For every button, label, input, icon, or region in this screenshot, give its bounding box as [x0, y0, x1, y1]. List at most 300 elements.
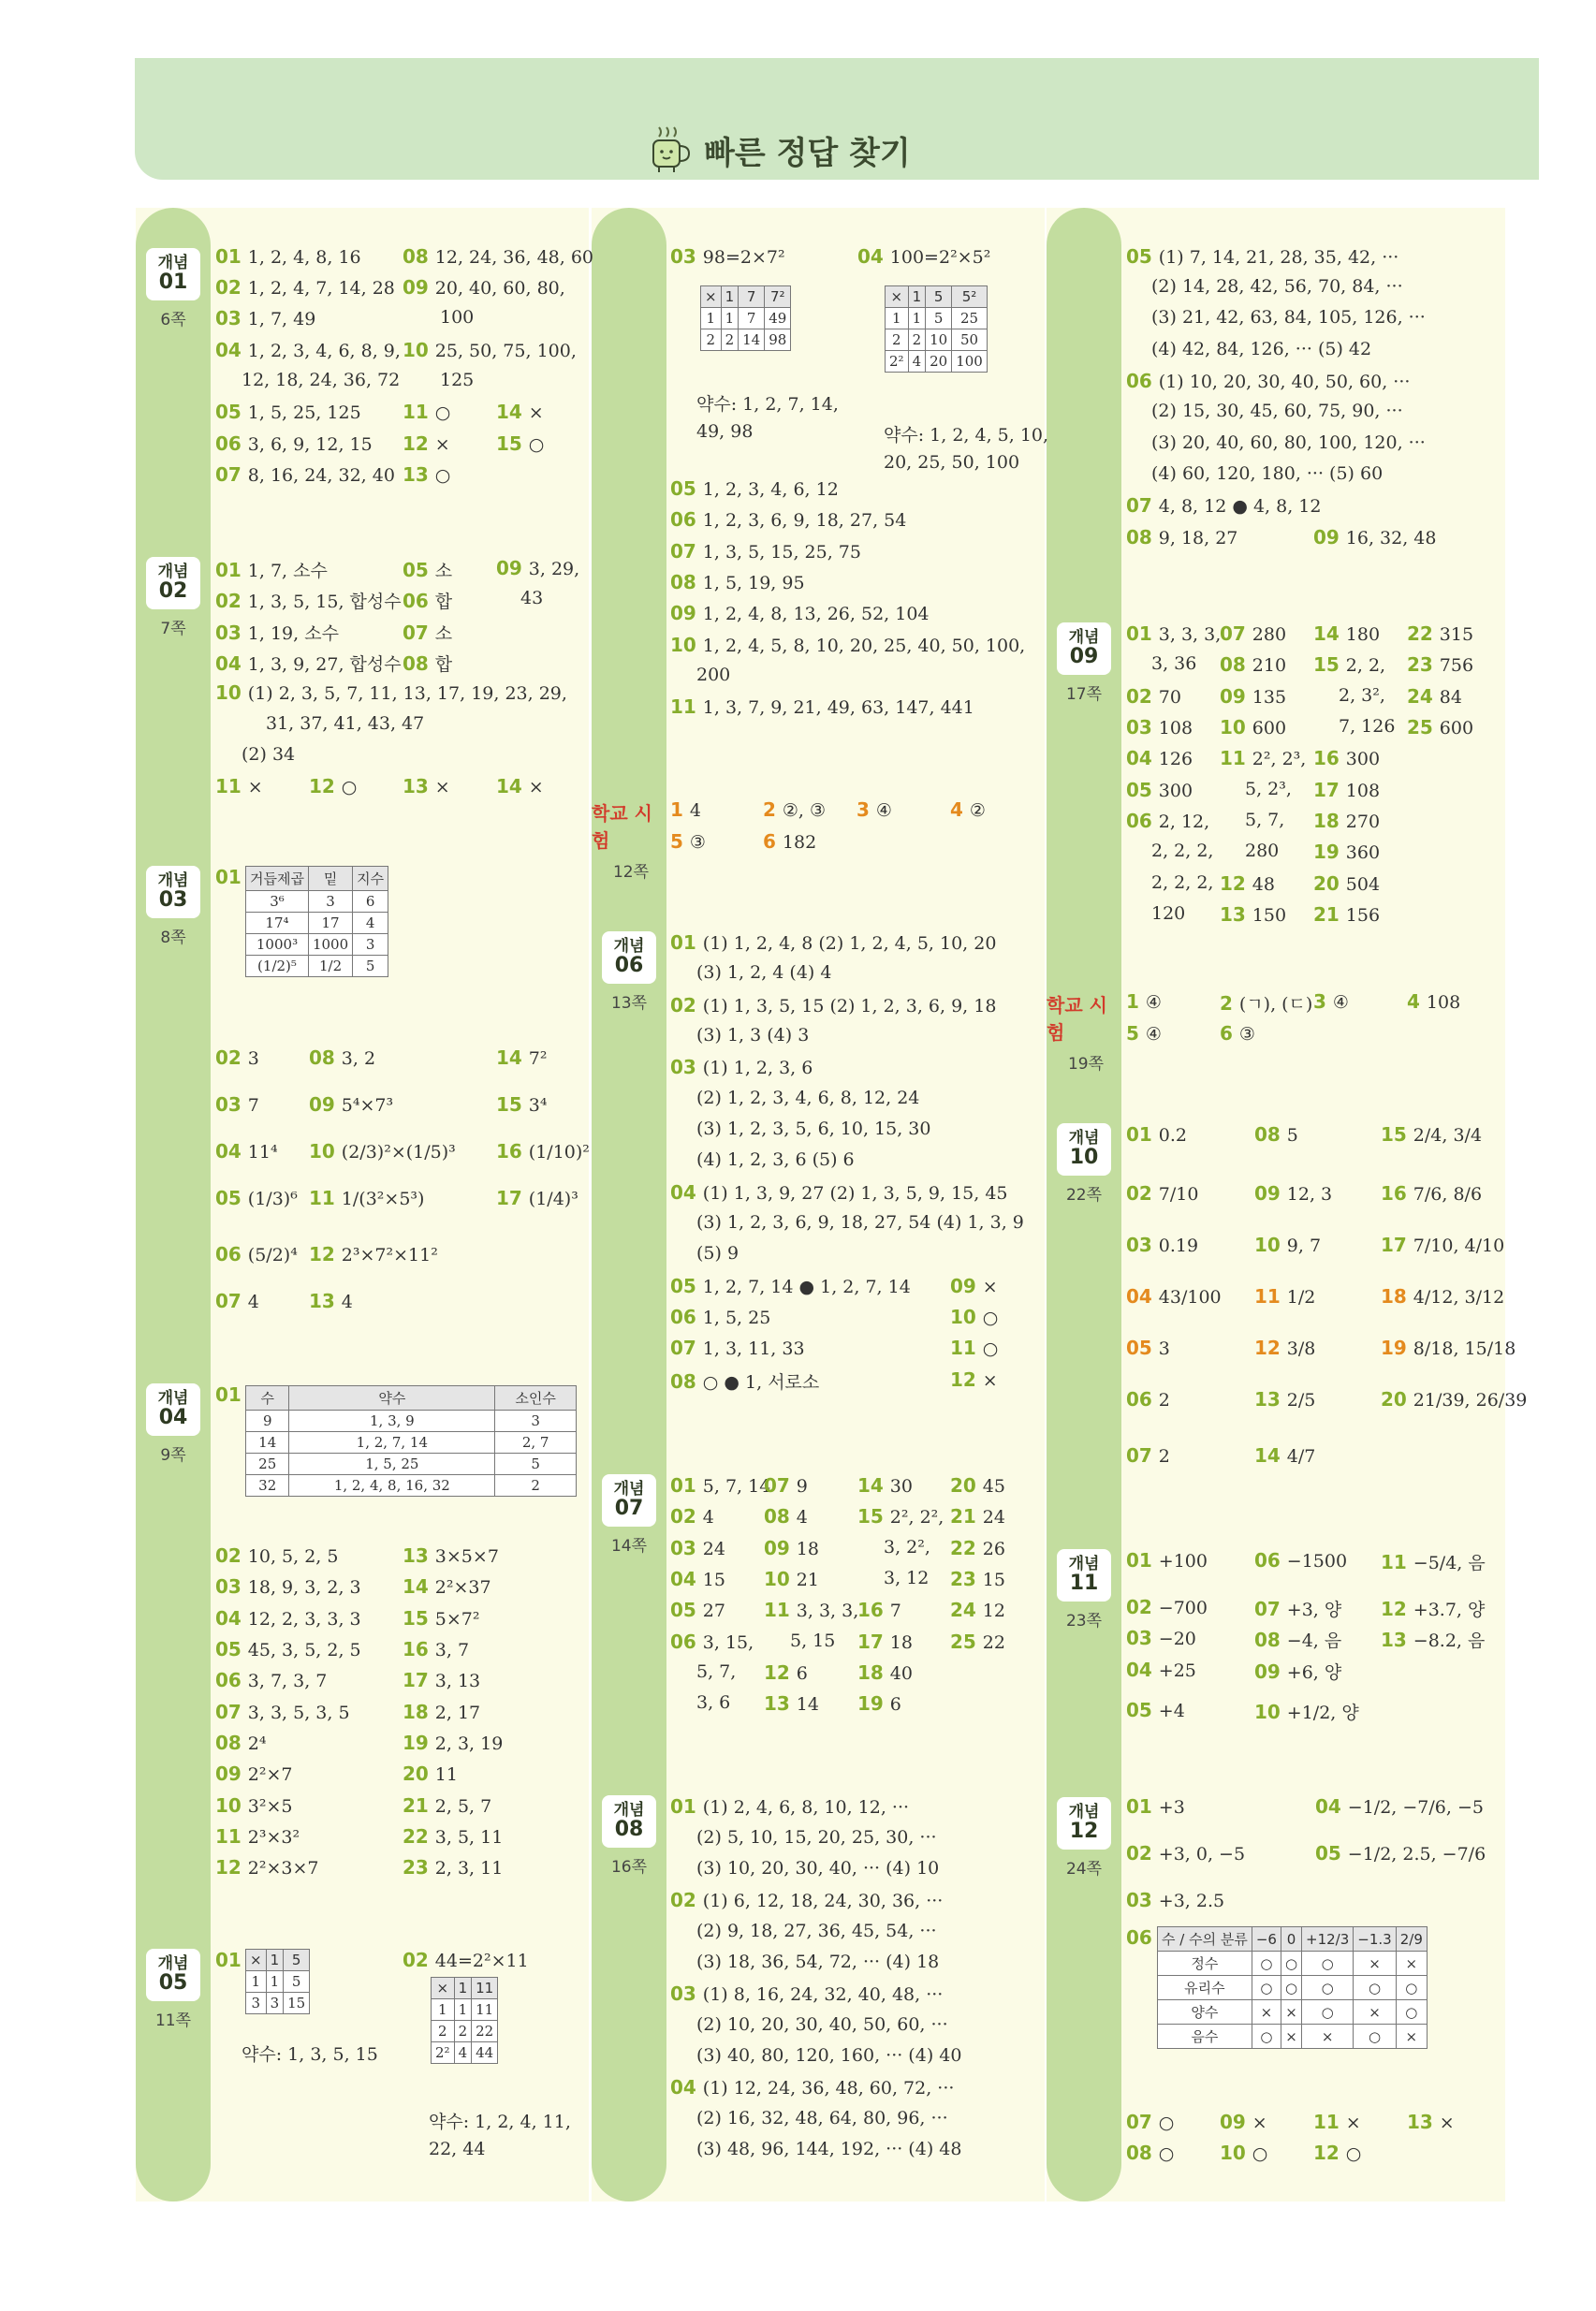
answer-number: 03 [670, 1982, 703, 2005]
answer-text: ④ [1145, 992, 1162, 1013]
answer-text: 11 [434, 1764, 458, 1785]
answer-text: (2/3)²×(1/5)³ [341, 1142, 456, 1163]
answer-line [696, 1025, 809, 1046]
answer-line [1126, 1444, 1170, 1467]
answer-number: 20 [950, 1474, 983, 1497]
answer-line [496, 401, 544, 423]
answer-line [764, 1661, 808, 1684]
answer-number: 03 [215, 307, 248, 329]
answer-number: 05 [215, 401, 248, 423]
answer-line [215, 588, 402, 613]
table-cell: 44 [472, 2042, 498, 2064]
answer-text: 4 [702, 1507, 714, 1528]
answer-text: 43/100 [1158, 1287, 1222, 1308]
answer-text: 2, 2, 2, [1151, 872, 1214, 893]
answer-line [496, 1046, 548, 1069]
answer-number: 03 [1126, 1889, 1159, 1911]
answer-text: 1, 3, 7, 9, 21, 49, 63, 147, 441 [702, 697, 974, 718]
answer-line [1220, 622, 1286, 645]
table-cell: ○ [1252, 2025, 1281, 2049]
table-cell: 2 [701, 329, 722, 351]
factor-table [245, 1385, 577, 1497]
answer-number: 14 [496, 401, 529, 423]
answer-number: 20 [1381, 1388, 1413, 1411]
answer-text: 21 [796, 1570, 819, 1590]
answer-number: 12 [309, 1243, 342, 1265]
table-cell: × [1354, 1952, 1396, 1976]
table-header-cell: × [246, 1950, 267, 1971]
answer-line [1313, 2142, 1361, 2164]
answer-number: 05 [1315, 1842, 1348, 1865]
answer-text: ③ [1238, 1024, 1255, 1045]
answer-line [215, 620, 339, 645]
answer-text: 2, 2, [1345, 655, 1386, 676]
answer-line [857, 1692, 901, 1715]
answer-number: 06 [670, 1306, 703, 1328]
concept-11: 개념 11 23쪽 [1055, 1549, 1113, 1631]
table-cell: × [1396, 1952, 1427, 1976]
answer-number: 19 [1313, 841, 1346, 863]
school-exam-1: 학교 시험 12쪽 [592, 802, 652, 882]
answer-number: 16 [857, 1599, 890, 1621]
answer-number: 11 [215, 1825, 248, 1848]
concept-02: 개념 02 7쪽 [144, 557, 202, 638]
answer-line [1220, 872, 1275, 895]
answer-line [950, 1275, 998, 1297]
answer-line [1151, 841, 1213, 861]
answer-line [670, 1599, 725, 1621]
answer-text: (2) 15, 30, 45, 60, 75, 90, ··· [1151, 401, 1403, 421]
answer-text: 1, 3, 5, 15, 합성수 [247, 592, 402, 612]
answer-text: 1, 7, 49 [247, 309, 316, 329]
answer-number: 01 [215, 1383, 242, 1406]
answer-line [670, 1505, 714, 1528]
answer-line [1126, 1889, 1224, 1911]
concept-03: 개념 03 8쪽 [144, 866, 202, 947]
answer-line [696, 1952, 939, 1972]
answer-number: 08 [403, 245, 435, 268]
table-header-cell: −6 [1252, 1927, 1281, 1952]
answer-line [496, 1093, 548, 1116]
answer-text: (2) 9, 18, 27, 36, 45, 54, ··· [696, 1921, 937, 1941]
answer-number: 14 [1254, 1444, 1287, 1467]
answer-number: 06 [1126, 1926, 1152, 1949]
answer-number: 14 [403, 1575, 435, 1598]
answer-text: 0.19 [1158, 1236, 1199, 1256]
answer-text: (4) 60, 120, 180, ··· (5) 60 [1151, 463, 1384, 484]
answer-text: 소 [434, 561, 453, 581]
answer-text: 2², 2², [889, 1507, 944, 1528]
table-cell: ○ [1302, 1952, 1354, 1976]
answer-line [1126, 1627, 1196, 1649]
table-row [886, 351, 988, 373]
answer-line [1151, 653, 1196, 674]
answer-line [670, 1982, 943, 2005]
answer-number: 12 [950, 1368, 983, 1391]
answer-number: 08 [309, 1046, 342, 1069]
answer-line [696, 390, 839, 416]
answer-number: 05 [670, 1599, 703, 1621]
answer-number: 16 [1381, 1182, 1413, 1205]
answer-text: 3 [247, 1048, 259, 1069]
answer-text: +1/2, 양 [1286, 1703, 1359, 1723]
answer-text: 30 [889, 1476, 913, 1497]
answer-line [496, 557, 579, 579]
answer-text: 45 [982, 1476, 1005, 1497]
answer-line [950, 1631, 1005, 1653]
answer-line [403, 1701, 480, 1723]
answer-text: 3, 3, 3, [796, 1601, 859, 1621]
answer-text: 12 [982, 1601, 1005, 1621]
answer-line [670, 1306, 770, 1328]
answer-text: (3) 1, 3 (4) 3 [696, 1025, 810, 1046]
answer-text: 49, 98 [696, 421, 754, 442]
answer-text: 4/7 [1286, 1446, 1316, 1467]
answer-line [496, 1187, 578, 1209]
answer-text: ③ [689, 832, 706, 853]
table-cell: 4 [454, 2042, 472, 2064]
table-cell: 1 [266, 1971, 284, 1993]
answer-text: 3, 6, 9, 12, 15 [247, 434, 373, 455]
table-cell: 10 [926, 329, 952, 351]
table-header-cell: 5 [926, 286, 952, 308]
answer-number: 15 [403, 1607, 435, 1630]
answer-line [1407, 990, 1460, 1013]
answer-number: 07 [215, 1701, 248, 1723]
answer-line [403, 1575, 491, 1598]
number-classification-table [1157, 1926, 1428, 2049]
table-header-cell: 7² [765, 286, 791, 308]
answer-line [440, 370, 474, 390]
answer-line [1254, 1337, 1315, 1359]
answer-number: 08 [670, 1370, 703, 1393]
table-row [432, 2042, 498, 2064]
answer-number: 09 [1220, 2111, 1252, 2133]
answer-line [242, 370, 400, 390]
answer-line [215, 245, 361, 268]
answer-number: 04 [215, 652, 248, 675]
answer-text: × [434, 434, 450, 455]
answer-line [857, 1631, 913, 1653]
answer-line [696, 1088, 919, 1108]
divisor-table-98 [700, 285, 791, 351]
answer-number: 05 [215, 1187, 248, 1209]
table-cell: 2 [908, 329, 926, 351]
concept-12: 개념 12 24쪽 [1055, 1797, 1113, 1879]
answer-text: (1) 1, 2, 3, 6 [702, 1058, 813, 1078]
answer-text: ○ [1158, 2113, 1175, 2133]
answer-line [1381, 1596, 1485, 1621]
answer-line [403, 557, 452, 582]
table-cell: 25 [246, 1454, 289, 1475]
answer-number: 05 [403, 559, 435, 581]
answer-number: 10 [950, 1306, 983, 1328]
answer-line [215, 775, 263, 797]
answer-text: 1, 5, 25 [702, 1308, 771, 1328]
table-cell: 2, 7 [495, 1432, 577, 1454]
answer-number: 12 [1254, 1337, 1287, 1359]
table-row [246, 913, 388, 934]
answer-text: 4 [689, 800, 701, 821]
answer-line [1151, 339, 1371, 359]
answer-text: +6, 양 [1286, 1662, 1342, 1683]
concept-10: 개념 10 22쪽 [1055, 1123, 1113, 1205]
answer-text: (2) 34 [242, 744, 296, 765]
answer-line [1126, 1926, 1152, 1949]
table-cell: 1, 3, 9 [289, 1411, 495, 1432]
answer-number: 03 [1126, 1234, 1159, 1256]
answer-text: 1, 19, 소수 [247, 623, 339, 644]
table-row [246, 1454, 577, 1475]
answer-text: 3×5×7 [434, 1546, 499, 1567]
concept-08: 개념 08 16쪽 [600, 1795, 658, 1877]
answer-line [1151, 432, 1426, 453]
answer-text: 1, 3, 9, 27, 합성수 [247, 654, 402, 675]
answer-text: 7, 126 [1339, 716, 1396, 737]
answer-line [1313, 990, 1349, 1013]
answer-text: −1/2, 2.5, −7/6 [1347, 1844, 1486, 1865]
answer-number: 01 [1126, 1795, 1159, 1818]
table-cell: 49 [765, 308, 791, 329]
answer-text: (5/2)⁴ [247, 1245, 298, 1265]
answer-number: 05 [1126, 779, 1159, 801]
answer-text: 22 [982, 1632, 1005, 1653]
answer-text: 48 [1252, 874, 1275, 895]
answer-line [215, 401, 361, 423]
table-row [1158, 1952, 1428, 1976]
answer-number: 06 [1254, 1549, 1287, 1572]
answer-line [763, 798, 826, 821]
answer-number: 02 [670, 1505, 703, 1528]
answer-line [215, 1607, 361, 1630]
answer-text: 5, 15 [790, 1631, 836, 1651]
divisor-table-15 [245, 1949, 310, 2014]
answer-number: 19 [1381, 1337, 1413, 1359]
answer-text: 1, 2, 3, 4, 6, 8, 9, [247, 341, 401, 361]
answer-number: 03 [1126, 1627, 1159, 1649]
answer-text: (3) 48, 96, 144, 192, ··· (4) 48 [696, 2139, 962, 2159]
answer-line [764, 1505, 808, 1528]
table-cell: × [1302, 2025, 1354, 2049]
table-row [246, 1432, 577, 1454]
answer-number: 23 [1407, 653, 1440, 676]
answer-line [215, 339, 401, 361]
table-header-cell: 0 [1281, 1927, 1301, 1952]
answer-line [215, 1732, 267, 1754]
table-cell: 2 [454, 2021, 472, 2042]
answer-text: 약수: 1, 3, 5, 15 [242, 2044, 378, 2065]
answer-line [1254, 1549, 1347, 1572]
answer-line [309, 775, 357, 797]
answer-text: ○ [434, 465, 451, 486]
answer-number: 09 [309, 1093, 342, 1116]
table-header-cell: 2/9 [1396, 1927, 1427, 1952]
answer-text: 5⁴×7³ [341, 1095, 394, 1116]
answer-number: 02 [1126, 1182, 1159, 1205]
answer-number: 07 [670, 1337, 703, 1359]
answer-line [215, 557, 328, 582]
answer-number: 08 [1254, 1629, 1287, 1651]
answer-number: 24 [950, 1599, 983, 1621]
answer-text: 1, 5, 25, 125 [247, 402, 361, 423]
answer-line [950, 1505, 1005, 1528]
answer-line [696, 1692, 730, 1713]
answer-line [670, 477, 839, 500]
answer-line [1126, 1123, 1187, 1146]
table-cell: 3 [353, 934, 388, 956]
table-row [246, 956, 388, 977]
table-cell: 1 [701, 308, 722, 329]
answer-text: 125 [440, 370, 475, 390]
answer-line [884, 1537, 930, 1558]
answer-number: 14 [1313, 622, 1346, 645]
answer-number: 10 [764, 1568, 797, 1590]
answer-number: 04 [215, 339, 248, 361]
answer-text: +4 [1158, 1701, 1185, 1721]
answer-line [1220, 990, 1312, 1016]
answer-text: 12, 3 [1286, 1184, 1333, 1205]
answer-text: 18, 9, 3, 2, 3 [247, 1577, 361, 1598]
answer-number: 06 [215, 432, 248, 455]
answer-number: 04 [670, 1181, 703, 1204]
answer-text: × [982, 1370, 998, 1391]
table-header-cell: 1 [908, 286, 926, 308]
answer-number: 09 [215, 1763, 248, 1785]
answer-number: 15 [1381, 1123, 1413, 1146]
answer-line [884, 1568, 929, 1588]
answer-number: 03 [215, 1093, 248, 1116]
answer-line [1313, 622, 1380, 645]
answer-text: (1/3)⁶ [247, 1189, 298, 1209]
answer-number: 04 [1126, 1285, 1159, 1308]
answer-line [696, 1212, 1024, 1233]
table-header-cell: × [432, 1978, 455, 1999]
table-header-cell: 약수 [289, 1386, 495, 1411]
answer-line [215, 1856, 319, 1879]
answer-line [1407, 2111, 1455, 2133]
answer-number: 01 [670, 1474, 703, 1497]
answer-number: 05 [215, 1638, 248, 1660]
answer-text: (4) 1, 2, 3, 6 (5) 6 [696, 1149, 855, 1170]
answer-line [950, 1537, 1005, 1559]
answer-line [403, 775, 450, 797]
table-cell: 22 [472, 2021, 498, 2042]
answer-text: 108 [1158, 718, 1193, 739]
answer-number: 13 [1220, 903, 1252, 926]
answer-line [1254, 1182, 1332, 1205]
answer-text: (3) 1, 2, 3, 6, 9, 18, 27, 54 (4) 1, 3, 9 [696, 1212, 1024, 1233]
table-cell: 5 [284, 1971, 310, 1993]
answer-line [1254, 1388, 1315, 1411]
answer-number: 11 [950, 1337, 983, 1359]
answer-line [1407, 622, 1473, 645]
table-row [246, 934, 388, 956]
answer-line [215, 1140, 278, 1163]
answer-line [215, 1949, 242, 1971]
answer-number: 05 [1126, 1337, 1159, 1359]
answer-line [1151, 276, 1403, 297]
answer-number: 23 [950, 1568, 983, 1590]
answer-number: 2 [1220, 992, 1239, 1015]
answer-text: 504 [1345, 874, 1381, 895]
table-header-cell: −1.3 [1354, 1927, 1396, 1952]
answer-number: 02 [670, 994, 703, 1017]
answer-line [1254, 1627, 1341, 1652]
table-row [432, 2021, 498, 2042]
table-cell: 1 [721, 308, 739, 329]
answer-line [857, 1661, 913, 1684]
answer-text: 2, 12, [1158, 812, 1210, 832]
answer-line [1381, 1549, 1486, 1574]
answer-number: 08 [670, 571, 703, 593]
answer-number: 06 [1126, 810, 1159, 832]
answer-number: 04 [670, 1568, 703, 1590]
answer-line [309, 1243, 438, 1265]
answer-line [215, 1669, 327, 1691]
answer-line [670, 1056, 813, 1078]
answer-number: 11 [1220, 747, 1252, 769]
answer-line [1126, 1234, 1198, 1256]
answer-line [309, 1140, 456, 1163]
answer-number: 22 [403, 1825, 435, 1848]
answer-number: 08 [1126, 526, 1159, 548]
answer-text: (2) 1, 2, 3, 4, 6, 8, 12, 24 [696, 1088, 920, 1108]
answer-line [1381, 1388, 1527, 1411]
answer-number: 11 [670, 695, 703, 718]
answer-number: 21 [950, 1505, 983, 1528]
answer-line [403, 339, 577, 361]
answer-text: −5/4, 음 [1413, 1553, 1486, 1573]
answer-text: 2²×7 [247, 1764, 293, 1785]
answer-text: 15 [702, 1570, 725, 1590]
answer-line [309, 1290, 353, 1312]
answer-line [215, 866, 242, 888]
answer-number: 19 [857, 1692, 890, 1715]
answer-text: 2, 3, 11 [434, 1858, 504, 1879]
answer-number: 01 [215, 1949, 242, 1971]
answer-text: 7/10, 4/10 [1413, 1236, 1505, 1256]
answer-text: 24 [982, 1507, 1005, 1528]
page-title [646, 122, 911, 178]
answer-text: 2, 3², [1339, 685, 1385, 706]
answer-text: (2) 5, 10, 15, 20, 25, 30, ··· [696, 1827, 937, 1848]
answer-line [1245, 810, 1284, 830]
answer-line [1254, 1596, 1341, 1621]
table-cell: ○ [1252, 1976, 1281, 2000]
answer-text: ④ [1332, 992, 1349, 1013]
answer-number: 02 [1126, 1596, 1159, 1618]
answer-line [670, 994, 996, 1017]
answer-line [670, 798, 701, 821]
answer-text: +3, 양 [1286, 1600, 1342, 1620]
answer-line [764, 1474, 808, 1497]
answer-line [696, 2014, 948, 2035]
answer-text: 600 [1252, 718, 1287, 739]
answer-text: 3, 6 [696, 1692, 731, 1713]
answer-text: 2 [1158, 1390, 1170, 1411]
answer-number: 18 [403, 1701, 435, 1723]
answer-text: 3, 15, [702, 1632, 754, 1653]
answer-line [1126, 1285, 1222, 1308]
answer-line [764, 1537, 819, 1559]
answer-number: 6 [1220, 1022, 1239, 1045]
table-cell: 3 [266, 1993, 284, 2014]
answer-line [1220, 903, 1286, 926]
answer-line [696, 665, 730, 685]
answer-number: 07 [1220, 622, 1252, 645]
answer-text: −700 [1158, 1598, 1208, 1618]
answer-line [1313, 747, 1380, 769]
